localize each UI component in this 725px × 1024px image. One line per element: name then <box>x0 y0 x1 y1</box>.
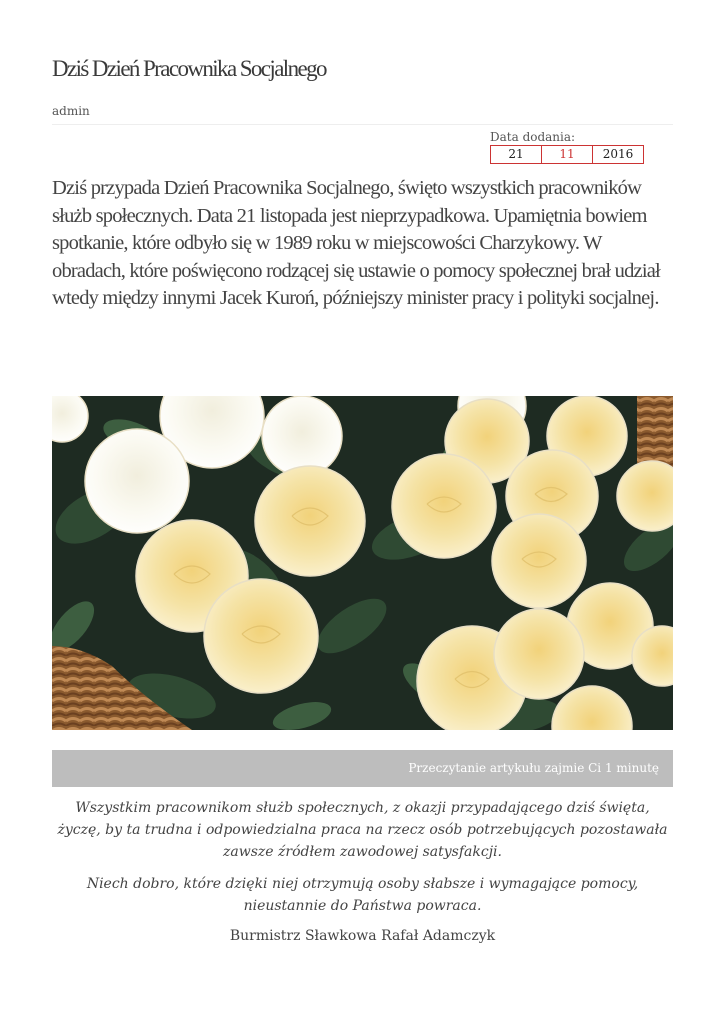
date-label: Data dodania: <box>490 130 576 144</box>
divider <box>52 124 673 125</box>
date-day: 21 <box>490 145 541 164</box>
reading-time-text: Przeczytanie artykułu zajmie Ci 1 minutę <box>408 761 659 775</box>
date-year: 2016 <box>592 145 644 164</box>
date-added <box>490 145 644 164</box>
article-image-roses <box>52 396 673 730</box>
wishes-paragraph: Wszystkim pracownikom służb społecznych, z okazji przypadającego dziś święta, życzę, by ta trudna i odpowiedzialna praca na rzecz osób potrzebujących pozostawała zawsze źródłem zawodowej satysfakcji. <box>57 800 668 860</box>
reading-time-bar <box>52 750 673 787</box>
signature: Burmistrz Sławkowa Rafał Adamczyk <box>229 928 496 944</box>
date-month: 11 <box>541 145 592 164</box>
article-lead: Dziś przypada Dzień Pracownika Socjalnego, święto wszystkich pracowników służb społecznych. Data 21 listopada jest nieprzypadkowa. Upamiętnia bowiem spotkanie, które odbyło się w 1989 roku w miejscowości Charzykowy. W obradach, które poświęcono rodzącej się ustawie o pomocy społecznej brał udział wtedy między innymi Jacek Kuroń, późniejszy minister pracy i polityki socjalnej. <box>52 177 660 309</box>
wishes-paragraph-2: Niech dobro, które dzięki niej otrzymują osoby słabsze i wymagające pomocy, nieustannie do Państwa powraca. <box>86 876 639 914</box>
author-name[interactable]: admin <box>52 104 90 118</box>
article-title: Dziś Dzień Pracownika Socjalnego <box>52 56 326 81</box>
